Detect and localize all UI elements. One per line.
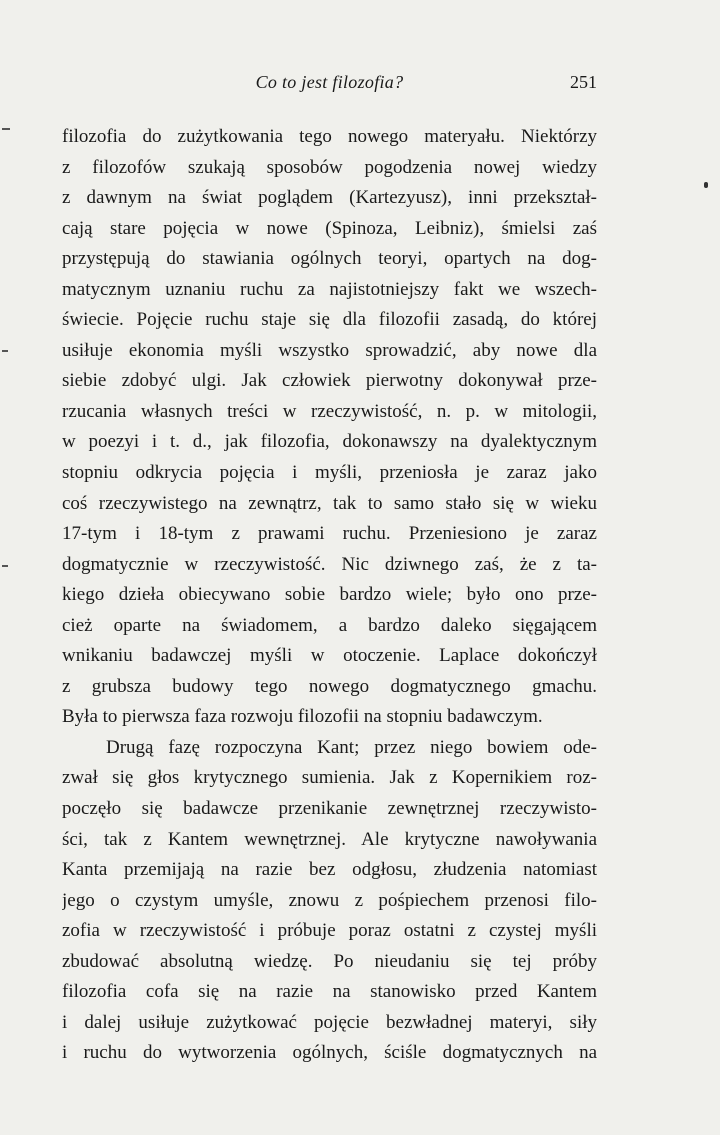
text-line: Kanta przemijają na razie bez odgłosu, złudzenia natomiast	[62, 859, 597, 881]
text-line: stopniu odkrycia pojęcia i myśli, przeniosła je zaraz jako	[62, 462, 597, 484]
text-line: ści, tak z Kantem wewnętrznej. Ale krytyczne nawoływania	[62, 828, 597, 850]
text-line: cają stare pojęcia w nowe (Spinoza, Leibniz), śmielsi zaś	[62, 217, 597, 239]
text-line: filozofia cofa się na razie na stanowisko przed Kantem	[62, 981, 597, 1003]
running-title: Co to jest filozofia?	[255, 72, 404, 92]
text-line: i dalej usiłuje zużytkować pojęcie bezwładnej materyi, siły	[62, 1011, 597, 1033]
text-line: zwał się głos krytycznego sumienia. Jak z Kopernikiem roz-	[62, 767, 597, 789]
text-line: poczęło się badawcze przenikanie zewnętrznej rzeczywisto-	[62, 798, 597, 820]
text-line: przystępują do stawiania ogólnych teoryi, opartych na dog-	[62, 248, 597, 270]
text-line: rzucania własnych treści w rzeczywistość, n. p. w mitologii,	[62, 400, 597, 422]
margin-mark	[2, 565, 8, 567]
text-line: kiego dzieła obiecywano sobie bardzo wiele; było ono prze-	[62, 584, 597, 606]
text-line: i ruchu do wytworzenia ogólnych, ściśle dogmatycznych na	[62, 1042, 597, 1064]
text-line: z grubsza budowy tego nowego dogmatycznego gmachu.	[62, 675, 597, 697]
text-line: zofia w rzeczywistość i próbuje poraz ostatni z czystej myśli	[62, 920, 597, 942]
text-line: 17-tym i 18-tym z prawami ruchu. Przeniesiono je zaraz	[62, 523, 597, 545]
text-line: matycznym uznaniu ruchu za najistotniejszy fakt we wszech-	[62, 278, 597, 300]
page-number: 251	[570, 72, 597, 92]
text-line: wnikaniu badawczej myśli w otoczenie. Laplace dokończył	[62, 645, 597, 667]
text-line: zbudować absolutną wiedzę. Po nieudaniu się tej próby	[62, 950, 597, 972]
text-line: usiłuje ekonomia myśli wszystko sprowadzić, aby nowe dla	[62, 339, 597, 361]
text-line: z dawnym na świat poglądem (Kartezyusz), inni przekształ-	[62, 187, 597, 209]
text-line: coś rzeczywistego na zewnątrz, tak to samo stało się w wieku	[62, 492, 597, 514]
text-line: jego o czystym umyśle, znowu z pośpiechem przenosi filo-	[62, 889, 597, 911]
text-line: siebie zdobyć ulgi. Jak człowiek pierwotny dokonywał prze-	[62, 370, 597, 392]
body-text	[62, 122, 597, 1069]
text-line: filozofia do zużytkowania tego nowego materyału. Niektórzy	[62, 126, 597, 147]
text-line: dogmatycznie w rzeczywistość. Nic dziwnego zaś, że z ta-	[62, 553, 597, 575]
text-line: cież oparte na świadomem, a bardzo daleko sięgającem	[62, 614, 597, 636]
page-header	[62, 72, 597, 98]
margin-mark	[2, 128, 10, 130]
text-line: w poezyi i t. d., jak filozofia, dokonawszy na dyalektycznym	[62, 431, 597, 453]
text-line: świecie. Pojęcie ruchu staje się dla filozofii zasadą, do której	[62, 309, 597, 331]
margin-mark	[2, 350, 8, 352]
text-line: Drugą fazę rozpoczyna Kant; przez niego bowiem ode-	[106, 736, 597, 758]
text-line: z filozofów szukają sposobów pogodzenia nowej wiedzy	[62, 156, 597, 178]
text-line: Była to pierwsza faza rozwoju filozofii na stopniu badawczym.	[62, 706, 543, 728]
page-speck	[704, 182, 708, 188]
